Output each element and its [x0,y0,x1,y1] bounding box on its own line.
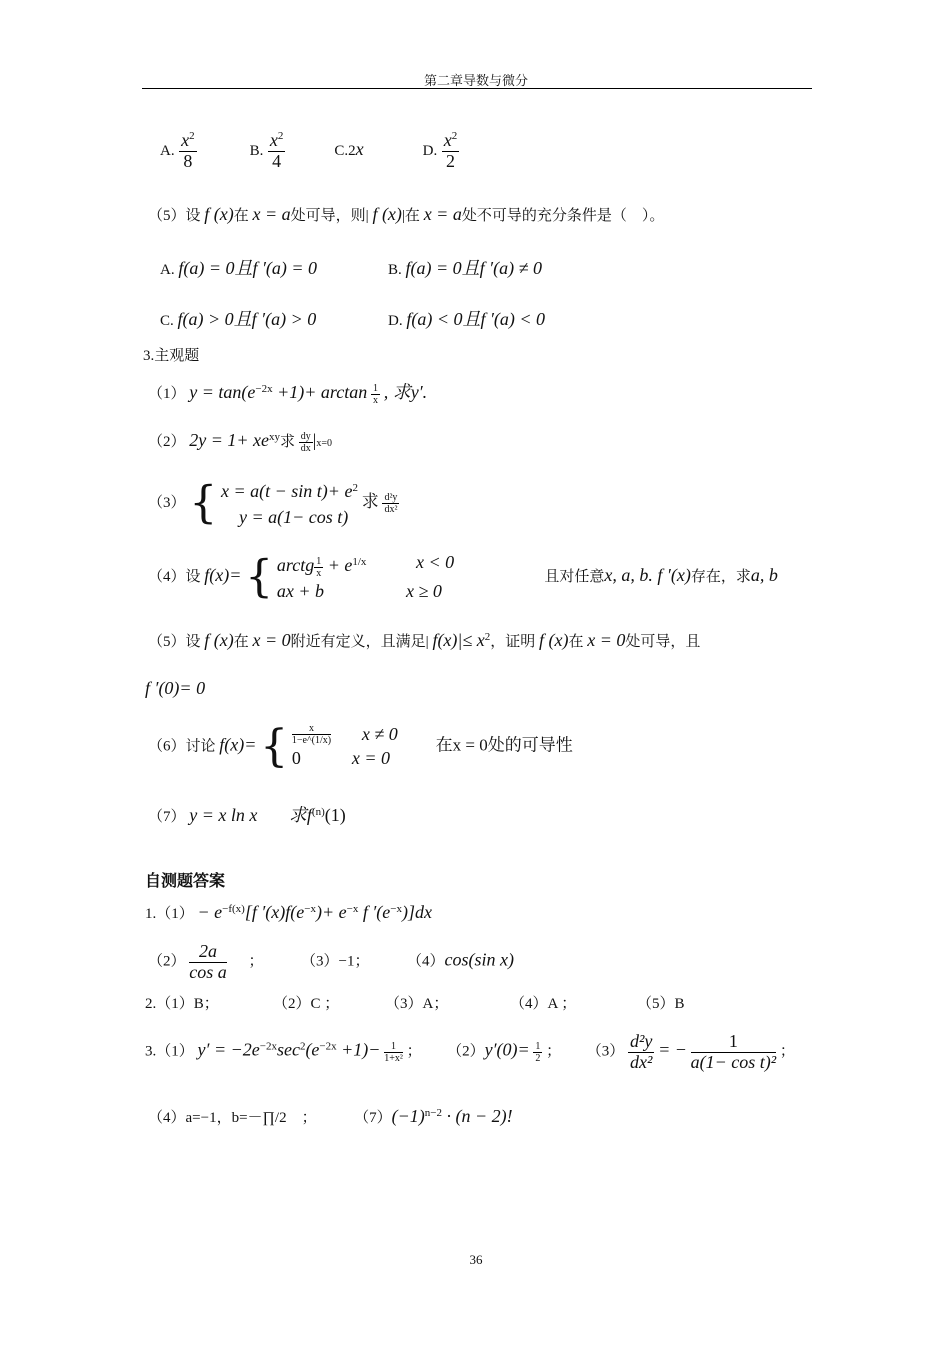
q5-stem: （5）设 f (x)在 x = a处可导，则| f (x)|在 x = a处不可导的充分条件是（ ）。 [148,204,665,224]
answer-3-row: 3.（1） $y' = -2e^{-2x}\sec^2(e^{-2x} +1)-$ $\frac{1}{\text{1+x²}}$ ； （2）y′(0)= $\frac{1}{2}$ ； （3） $\frac{\text{d²y}}{\text{dx²}}$ = − $\frac{1}{\text{a(1− cos t)²}}$ ； [145,1031,795,1072]
problem-3: （3） { $x = a(t - \sin t)+ e^2$ y = a(1− cos t) 求 $\frac{\text{d²y}}{\text{dx²}}$ [148,477,398,529]
problem-1: （1） $y = \tan(e^{-2x} +1)+ \arctan$ $\frac{1}{x}$ , 求y′. [148,382,428,407]
option-d-fraction: $\frac{x^2}{2}$ [443,130,458,171]
answer-4-row: （4）a=−1，b=－∏/2 ； $(7)(-1)^{n-2} \cdot (n - 2)$! [148,1106,513,1126]
q5-option-b: B. f(a) = 0且f ′(a) ≠ 0 [388,258,542,278]
q4-options: A. $\frac{x^2}{8}$ B. $\frac{x^2}{4}$ C.2x D. $\frac{x^2}{2}$ [160,130,458,171]
section-3-title: 3.主观题 [143,348,200,364]
option-b-fraction: $\frac{x^2}{4}$ [269,130,284,171]
problem-7: （7） y = x ln x 求$f^{(n)}(1)$ [148,805,346,825]
answer-1-1: $1.(1) - e^{-f(x)}[f$ $'(x)f(e^{-x})+ e^{-x}$ f $'(e^{-x})]dx$ [145,902,432,922]
q5-option-d: D. f(a) < 0且f ′(a) < 0 [388,309,546,329]
q5-option-c: C. f(a) > 0且f ′(a) > 0 [160,309,317,329]
answers-title: 自测题答案 [145,873,226,890]
problem-5-line2: f ′(0)= 0 [145,678,206,698]
chapter-header: 第二章导数与微分 [423,73,528,88]
problem-4: （4）设 f(x)= { arctg $\frac{1}{x}$ + $e^{1/x}$ x < 0 ax + b x ≥ 0 且对任意x, a, b. f ′(x)存在，求a, b [148,551,778,603]
problem-2: （2） $2y = 1+ xe^{xy}$求 $\frac{dy}{dx}$ |x=0 [148,430,333,455]
problem-6: （6）讨论 f(x)= { $\frac{x}{1-e\^{}(1/x)}$ x ≠ 0 0 x = 0 在x = 0处的可导性 [148,721,573,773]
q5-option-a: A. f(a) = 0且f ′(a) = 0 [160,258,318,278]
option-a-fraction: $\frac{x^2}{8}$ [181,130,195,171]
page-number: 36 [469,1252,483,1267]
header-rule [142,88,812,89]
problem-5: （5）设 f (x)在 x = 0附近有定义，且满足| $f(x)|\le x^2$，证明 f (x)在 x = 0处可导，且 [148,630,701,650]
answer-1-2-4: （2） $\frac{2a}{\text{cos a}}$ ； （3）−1； （4）cos(sin x) [148,941,515,982]
